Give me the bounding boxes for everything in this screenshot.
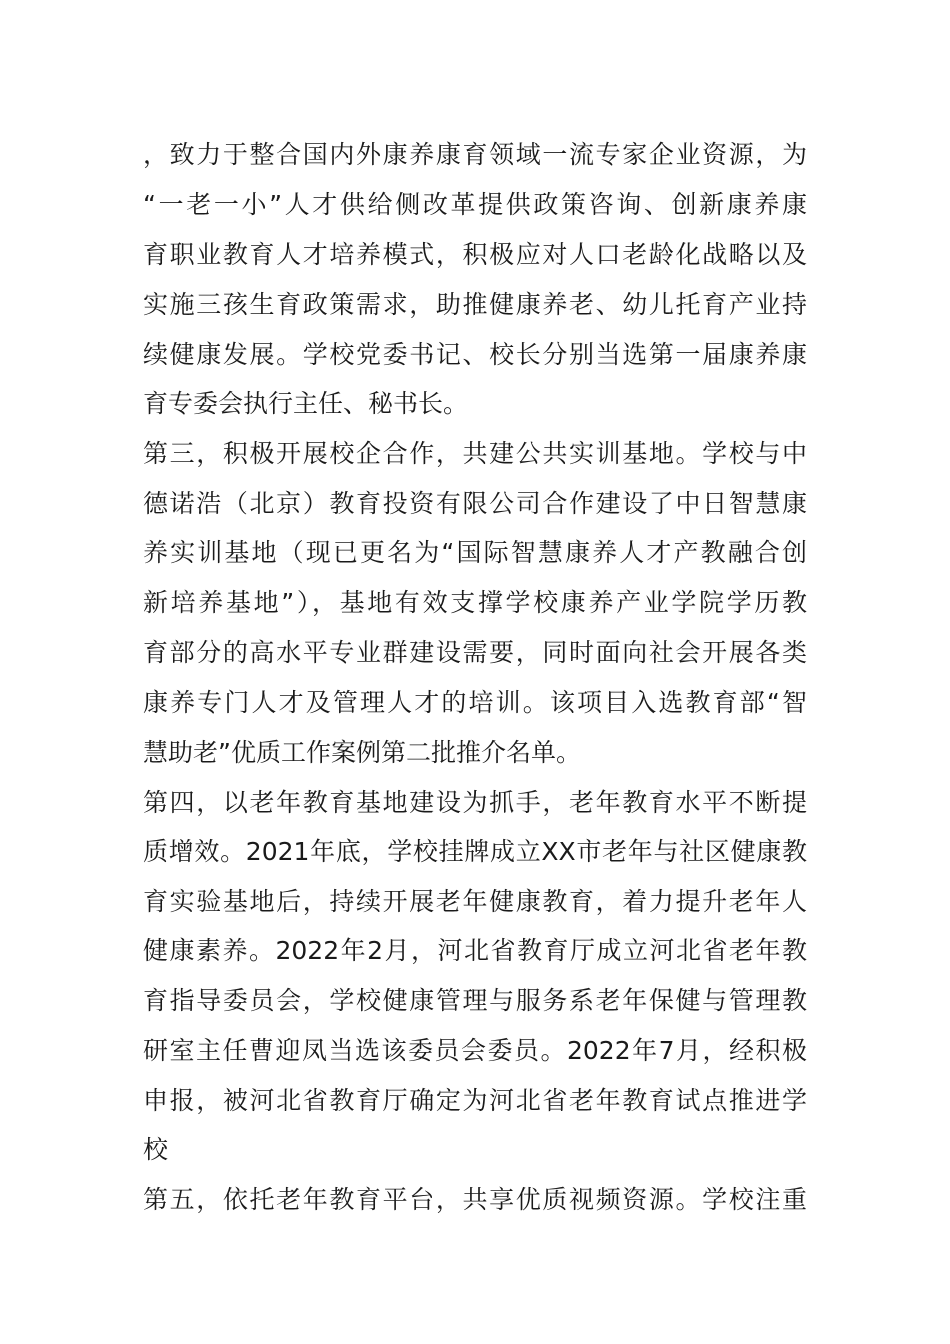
text-line: 养实训基地（现已更名为“国际智慧康养人才产教融合创 — [143, 538, 807, 567]
text-line: 新培养基地”），基地有效支撑学校康养产业学院学历教 — [143, 588, 807, 617]
text-line: 育实验基地后，持续开展老年健康教育，着力提升老年人 — [143, 887, 807, 916]
text-line: 质增效。2021年底，学校挂牌成立XX市老年与社区健康教 — [143, 837, 807, 866]
text-line: 健康素养。2022年2月，河北省教育厅成立河北省老年教 — [143, 936, 807, 965]
text-line: “一老一小”人才供给侧改革提供政策咨询、创新康养康 — [143, 190, 807, 219]
text-line: 德诺浩（北京）教育投资有限公司合作建设了中日智慧康 — [143, 489, 807, 518]
paragraph-start-line: 第五，依托老年教育平台，共享优质视频资源。学校注重 — [143, 1185, 807, 1214]
text-line: 校 — [143, 1135, 169, 1164]
text-line: 实施三孩生育政策需求，助推健康养老、幼儿托育产业持 — [143, 290, 807, 319]
text-line: 育职业教育人才培养模式，积极应对人口老龄化战略以及 — [143, 240, 807, 269]
text-line: 育专委会执行主任、秘书长。 — [143, 389, 469, 418]
text-line: 申报，被河北省教育厅确定为河北省老年教育试点推进学 — [143, 1086, 807, 1115]
paragraph-start-line: 第四，以老年教育基地建设为抓手，老年教育水平不断提 — [143, 788, 807, 817]
text-line: 康养专门人才及管理人才的培训。该项目入选教育部“智 — [143, 688, 807, 717]
paragraph-start-line: 第三，积极开展校企合作，共建公共实训基地。学校与中 — [143, 439, 807, 468]
text-line: 育指导委员会，学校健康管理与服务系老年保健与管理教 — [143, 986, 807, 1015]
text-line: 续健康发展。学校党委书记、校长分别当选第一届康养康 — [143, 340, 807, 369]
text-line: ，致力于整合国内外康养康育领域一流专家企业资源，为 — [143, 140, 807, 169]
text-line: 育部分的高水平专业群建设需要，同时面向社会开展各类 — [143, 638, 807, 667]
text-line: 慧助老”优质工作案例第二批推介名单。 — [143, 738, 581, 767]
text-line: 研室主任曹迎凤当选该委员会委员。2022年7月，经积极 — [143, 1036, 807, 1065]
